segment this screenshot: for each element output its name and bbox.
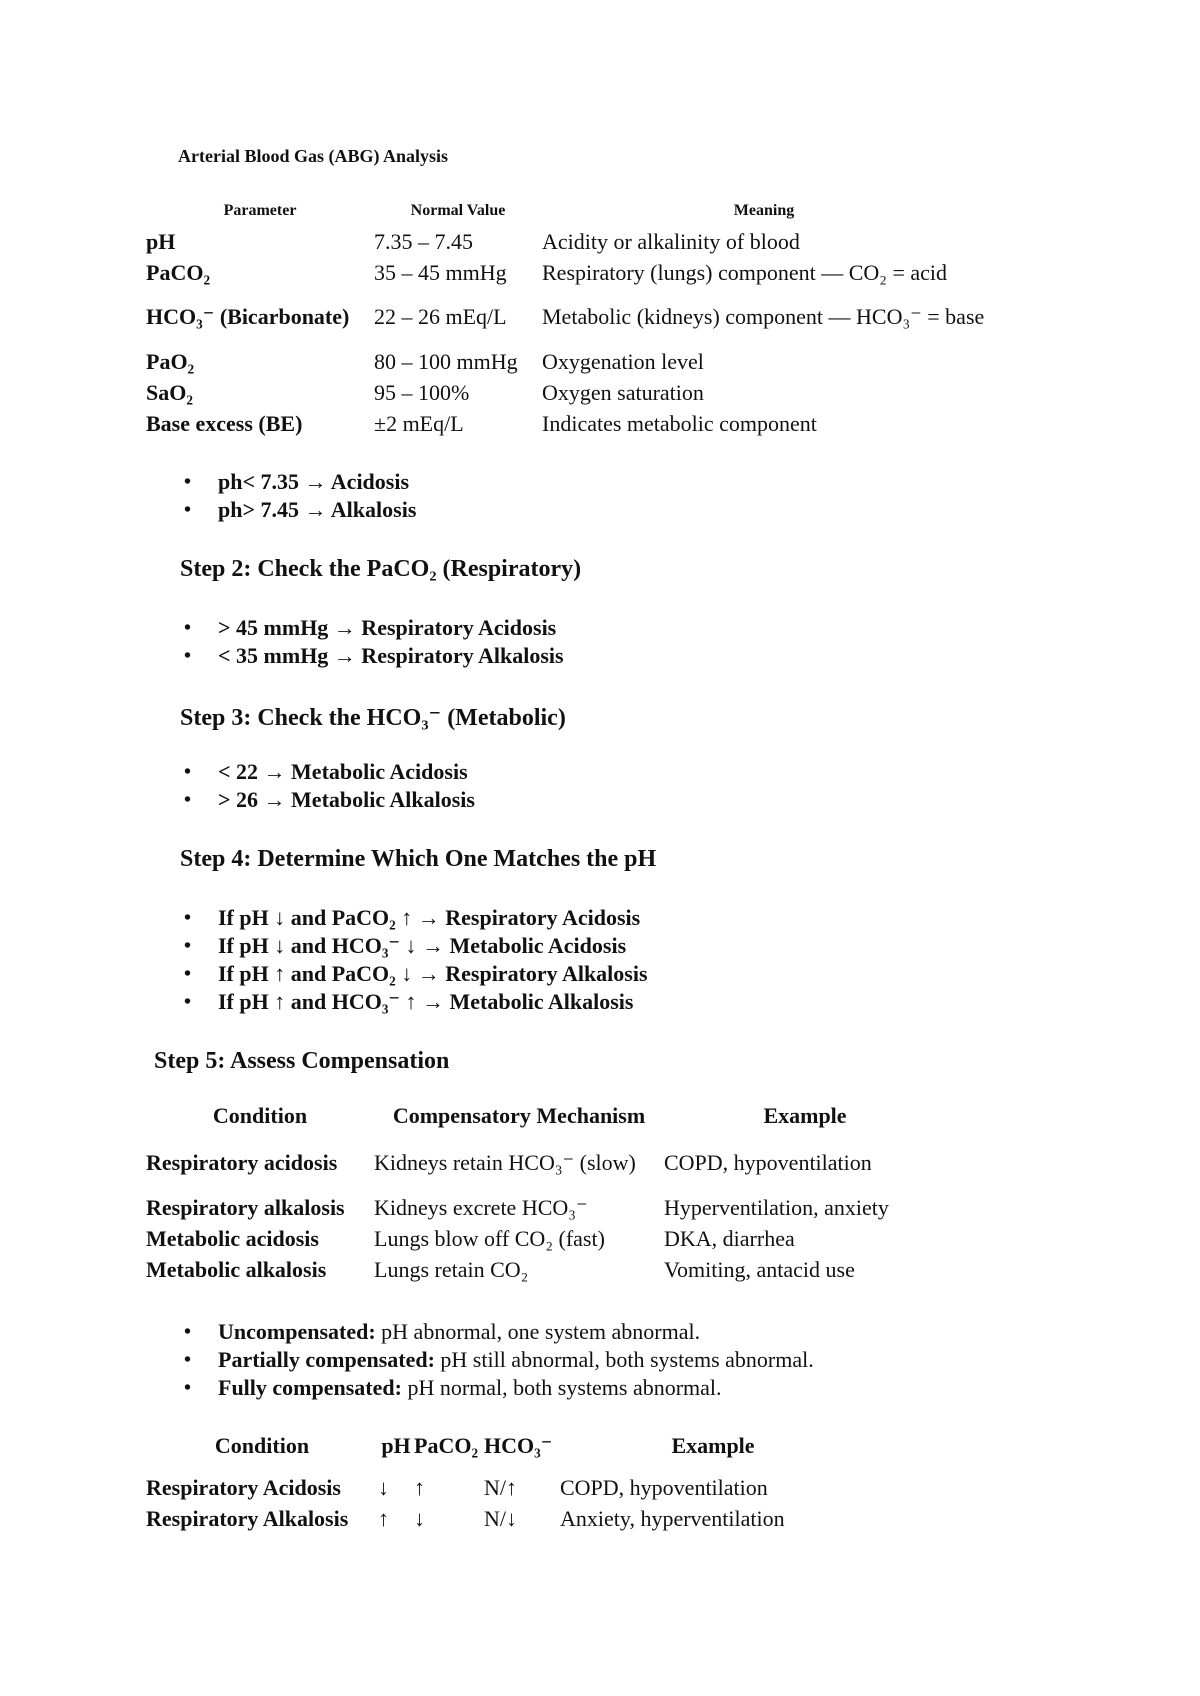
parameter-cell: PaCO₂ [146,259,211,285]
column-header: PaCO₂ [414,1433,479,1458]
normal-value-cell: 80 – 100 mmHg [374,348,518,374]
list-item: • > 26 → Metabolic Alkalosis [146,786,475,814]
normal-value-cell: 7.35 – 7.45 [374,228,473,254]
condition-cell: Respiratory acidosis [146,1150,338,1175]
bullet-label: Fully compensated: [218,1375,402,1400]
acid-base-summary-table [146,1420,866,1534]
bullet-label: Uncompensated: [218,1319,376,1344]
example-cell: Hyperventilation, anxiety [664,1194,889,1220]
table-row [146,1134,946,1192]
parameter-cell: Base excess (BE) [146,410,303,436]
column-header: Example [763,1103,847,1128]
list-item: • If pH ↓ and HCO₃⁻ ↓ → Metabolic Acidosis [146,932,648,960]
bullet-text: pH normal, both systems abnormal. [401,1375,722,1400]
meaning-cell: Indicates metabolic component [542,410,817,436]
condition-cell: Metabolic alkalosis [146,1256,327,1282]
step2-heading: Step 2: Check the PaCO₂ (Respiratory) [180,556,582,582]
table-row [146,1503,866,1534]
list-item [146,1318,814,1346]
step1-bullet-list [146,468,416,524]
table-row [146,346,986,377]
compensation-table [146,1098,946,1285]
column-header: Condition [214,1433,310,1458]
table-header-row [146,1098,946,1134]
table-row [146,1472,866,1503]
document-title: Arterial Blood Gas (ABG) Analysis [178,146,449,166]
table-row [146,257,986,288]
column-header: Example [671,1433,755,1458]
list-item: • If pH ↑ and HCO₃⁻ ↑ → Metabolic Alkalosis [146,988,648,1016]
compensation-bullet-list [146,1318,814,1402]
table-row [146,226,986,257]
hco3-cell: N/↓ [484,1505,517,1531]
parameter-cell: HCO₃⁻ (Bicarbonate) [146,304,350,329]
column-header: HCO₃⁻ [484,1433,553,1458]
example-cell: COPD, hypoventilation [560,1474,768,1500]
paco2-cell: ↑ [414,1474,425,1500]
parameter-cell: PaO₂ [146,348,195,374]
meaning-cell: Oxygen saturation [542,379,704,405]
condition-cell: Respiratory Acidosis [146,1474,341,1500]
example-cell: Anxiety, hyperventilation [560,1505,785,1531]
table-row [146,377,986,408]
table-header-row [146,196,986,226]
normal-value-cell: ±2 mEq/L [374,410,464,436]
parameter-cell: SaO₂ [146,379,193,405]
step4-heading: Step 4: Determine Which One Matches the pH [180,846,657,872]
paco2-cell: ↓ [414,1505,425,1531]
step2-bullet-list [146,614,564,670]
normal-value-cell: 95 – 100% [374,379,470,405]
list-item: • If pH ↑ and PaCO₂ ↓ → Respiratory Alkalosis [146,960,648,988]
bullet-label: Partially compensated: [218,1347,435,1372]
meaning-cell: Acidity or alkalinity of blood [542,228,800,254]
abg-parameters-table [146,196,986,439]
example-cell: Vomiting, antacid use [664,1256,855,1282]
mechanism-cell: Lungs retain CO₂ [374,1256,529,1282]
condition-cell: Respiratory Alkalosis [146,1505,349,1531]
table-header-row [146,1420,866,1472]
bullet-text: pH abnormal, one system abnormal. [375,1319,701,1344]
normal-value-cell: 22 – 26 mEq/L [374,304,507,329]
bullet-text: pH still abnormal, both systems abnormal. [434,1347,814,1372]
list-item [146,1346,814,1374]
mechanism-cell: Kidneys retain HCO₃⁻ (slow) [374,1150,636,1175]
hco3-cell: N/↑ [484,1474,517,1500]
ph-cell: ↓ [378,1474,389,1500]
column-header: Parameter [223,202,297,219]
step3-heading: Step 3: Check the HCO₃⁻ (Metabolic) [180,705,566,731]
condition-cell: Metabolic acidosis [146,1225,319,1251]
list-item: • < 35 mmHg → Respiratory Alkalosis [146,642,564,670]
table-row [146,408,986,439]
list-item: • ph> 7.45 → Alkalosis [146,496,416,524]
ph-cell: ↑ [378,1505,389,1531]
list-item: • < 22 → Metabolic Acidosis [146,758,475,786]
table-row [146,288,986,346]
step5-heading: Step 5: Assess Compensation [154,1048,450,1074]
meaning-cell: Respiratory (lungs) component — CO₂ = acid [542,259,948,285]
normal-value-cell: 35 – 45 mmHg [374,259,507,285]
column-header: Condition [212,1103,308,1128]
step3-bullet-list [146,758,475,814]
list-item: • > 45 mmHg → Respiratory Acidosis [146,614,564,642]
column-header: pH [381,1433,411,1458]
column-header: Compensatory Mechanism [392,1103,646,1128]
column-header: Meaning [733,202,795,219]
table-row [146,1192,946,1223]
condition-cell: Respiratory alkalosis [146,1194,345,1220]
mechanism-cell: Kidneys excrete HCO₃⁻ [374,1194,588,1220]
step4-bullet-list [146,904,648,1016]
list-item: • If pH ↓ and PaCO₂ ↑ → Respiratory Acidosis [146,904,648,932]
table-row [146,1254,946,1285]
table-row [146,1223,946,1254]
list-item [146,1374,814,1402]
meaning-cell: Oxygenation level [542,348,704,374]
column-header: Normal Value [410,202,506,219]
parameter-cell: pH [146,228,176,254]
list-item: • ph< 7.35 → Acidosis [146,468,416,496]
example-cell: DKA, diarrhea [664,1225,795,1251]
meaning-cell: Metabolic (kidneys) component — HCO₃⁻ = base [542,304,985,329]
mechanism-cell: Lungs blow off CO₂ (fast) [374,1225,605,1251]
example-cell: COPD, hypoventilation [664,1150,872,1175]
